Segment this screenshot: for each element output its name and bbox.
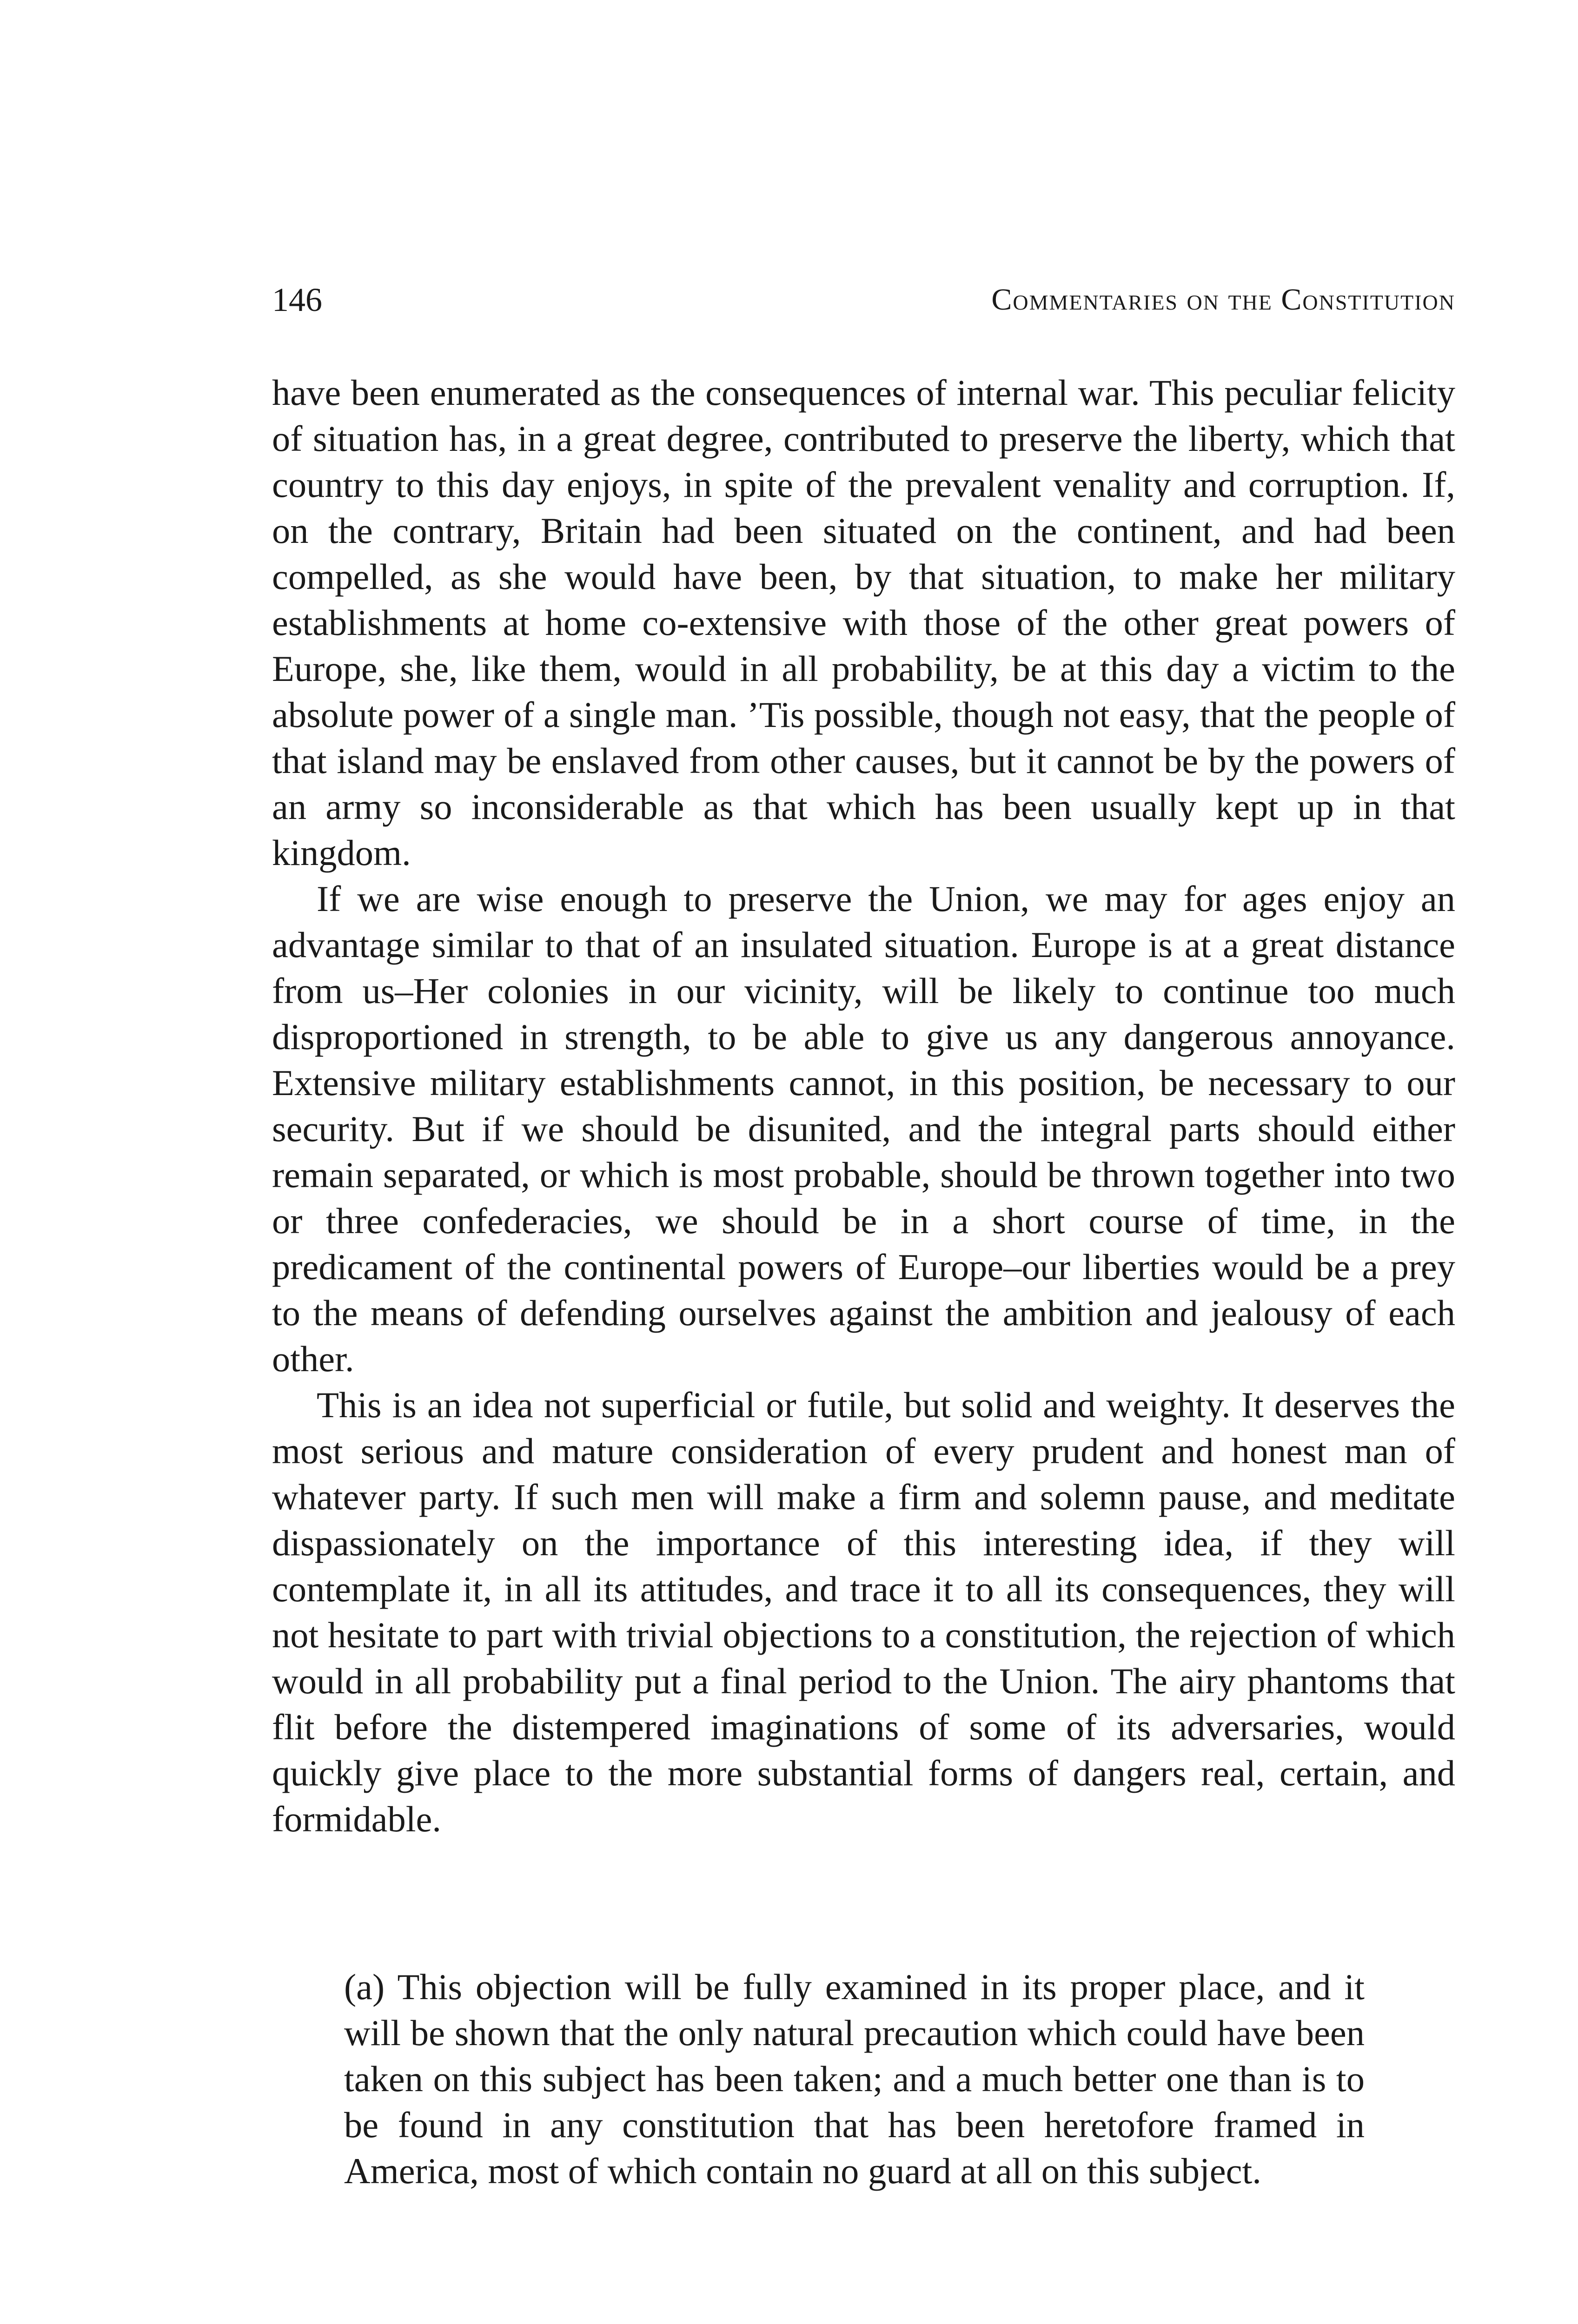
footnote-a: (a) This objection will be fully examined in its proper place, and it will be shown that the only natural precaution which could have been taken on this subject has been taken; and a much better one than is to be found in any constitution that has been heretofore framed in America, most of which contain no guard at all on this subject. bbox=[344, 1967, 1365, 2191]
running-head bbox=[272, 274, 1455, 325]
page-number: 146 bbox=[272, 281, 322, 318]
paragraph-3: This is an idea not superficial or futile, but solid and weighty. It deserves the most serious and mature consideration of every prudent and honest man of whatever party. If such men will make a firm and solemn pause, and meditate dispassionately on the importance of this interesting idea, if they will contemplate it, in all its attitudes, and trace it to all its consequences, they will not hesitate to part with trivial objections to a constitution, the rejection of which would in all probability put a final period to the Union. The airy phantoms that flit before the distempered imaginations of some of its adversaries, would quickly give place to the more substantial forms of dangers real, certain, and formidable. bbox=[272, 1385, 1455, 1839]
footnote-block bbox=[344, 1964, 1365, 2194]
paragraph-2: If we are wise enough to preserve the Union, we may for ages enjoy an advantage similar to that of an insulated situation. Europe is at a great distance from us–Her colonies in our vicinity, will be likely to continue too much disproportioned in strength, to be able to give us any dangerous annoyance. Extensive military establishments cannot, in this position, be necessary to our security. But if we should be disunited, and the integral parts should either remain separated, or which is most probable, should be thrown together into two or three confederacies, we should be in a short course of time, in the predicament of the continental powers of Europe–our liberties would be a prey to the means of defending ourselves against the ambition and jealousy of each other. bbox=[272, 878, 1455, 1379]
paragraph-1: have been enumerated as the consequences of internal war. This peculiar felicity of situation has, in a great degree, contributed to preserve the liberty, which that country to this day enjoys, in spite of the prevalent venality and corruption. If, on the contrary, Britain had been situated on the continent, and had been compelled, as she would have been, by that situation, to make her military establishments at home co-extensive with those of the other great powers of Europe, she, like them, would in all probability, be at this day a victim to the absolute power of a single man. ’Tis possible, though not easy, that the people of that island may be enslaved from other causes, but it cannot be by the powers of an army so inconsiderable as that which has been usually kept up in that kingdom. bbox=[272, 372, 1455, 873]
running-title: Commentaries on the Constitution bbox=[991, 283, 1455, 317]
body-text bbox=[272, 370, 1455, 1842]
